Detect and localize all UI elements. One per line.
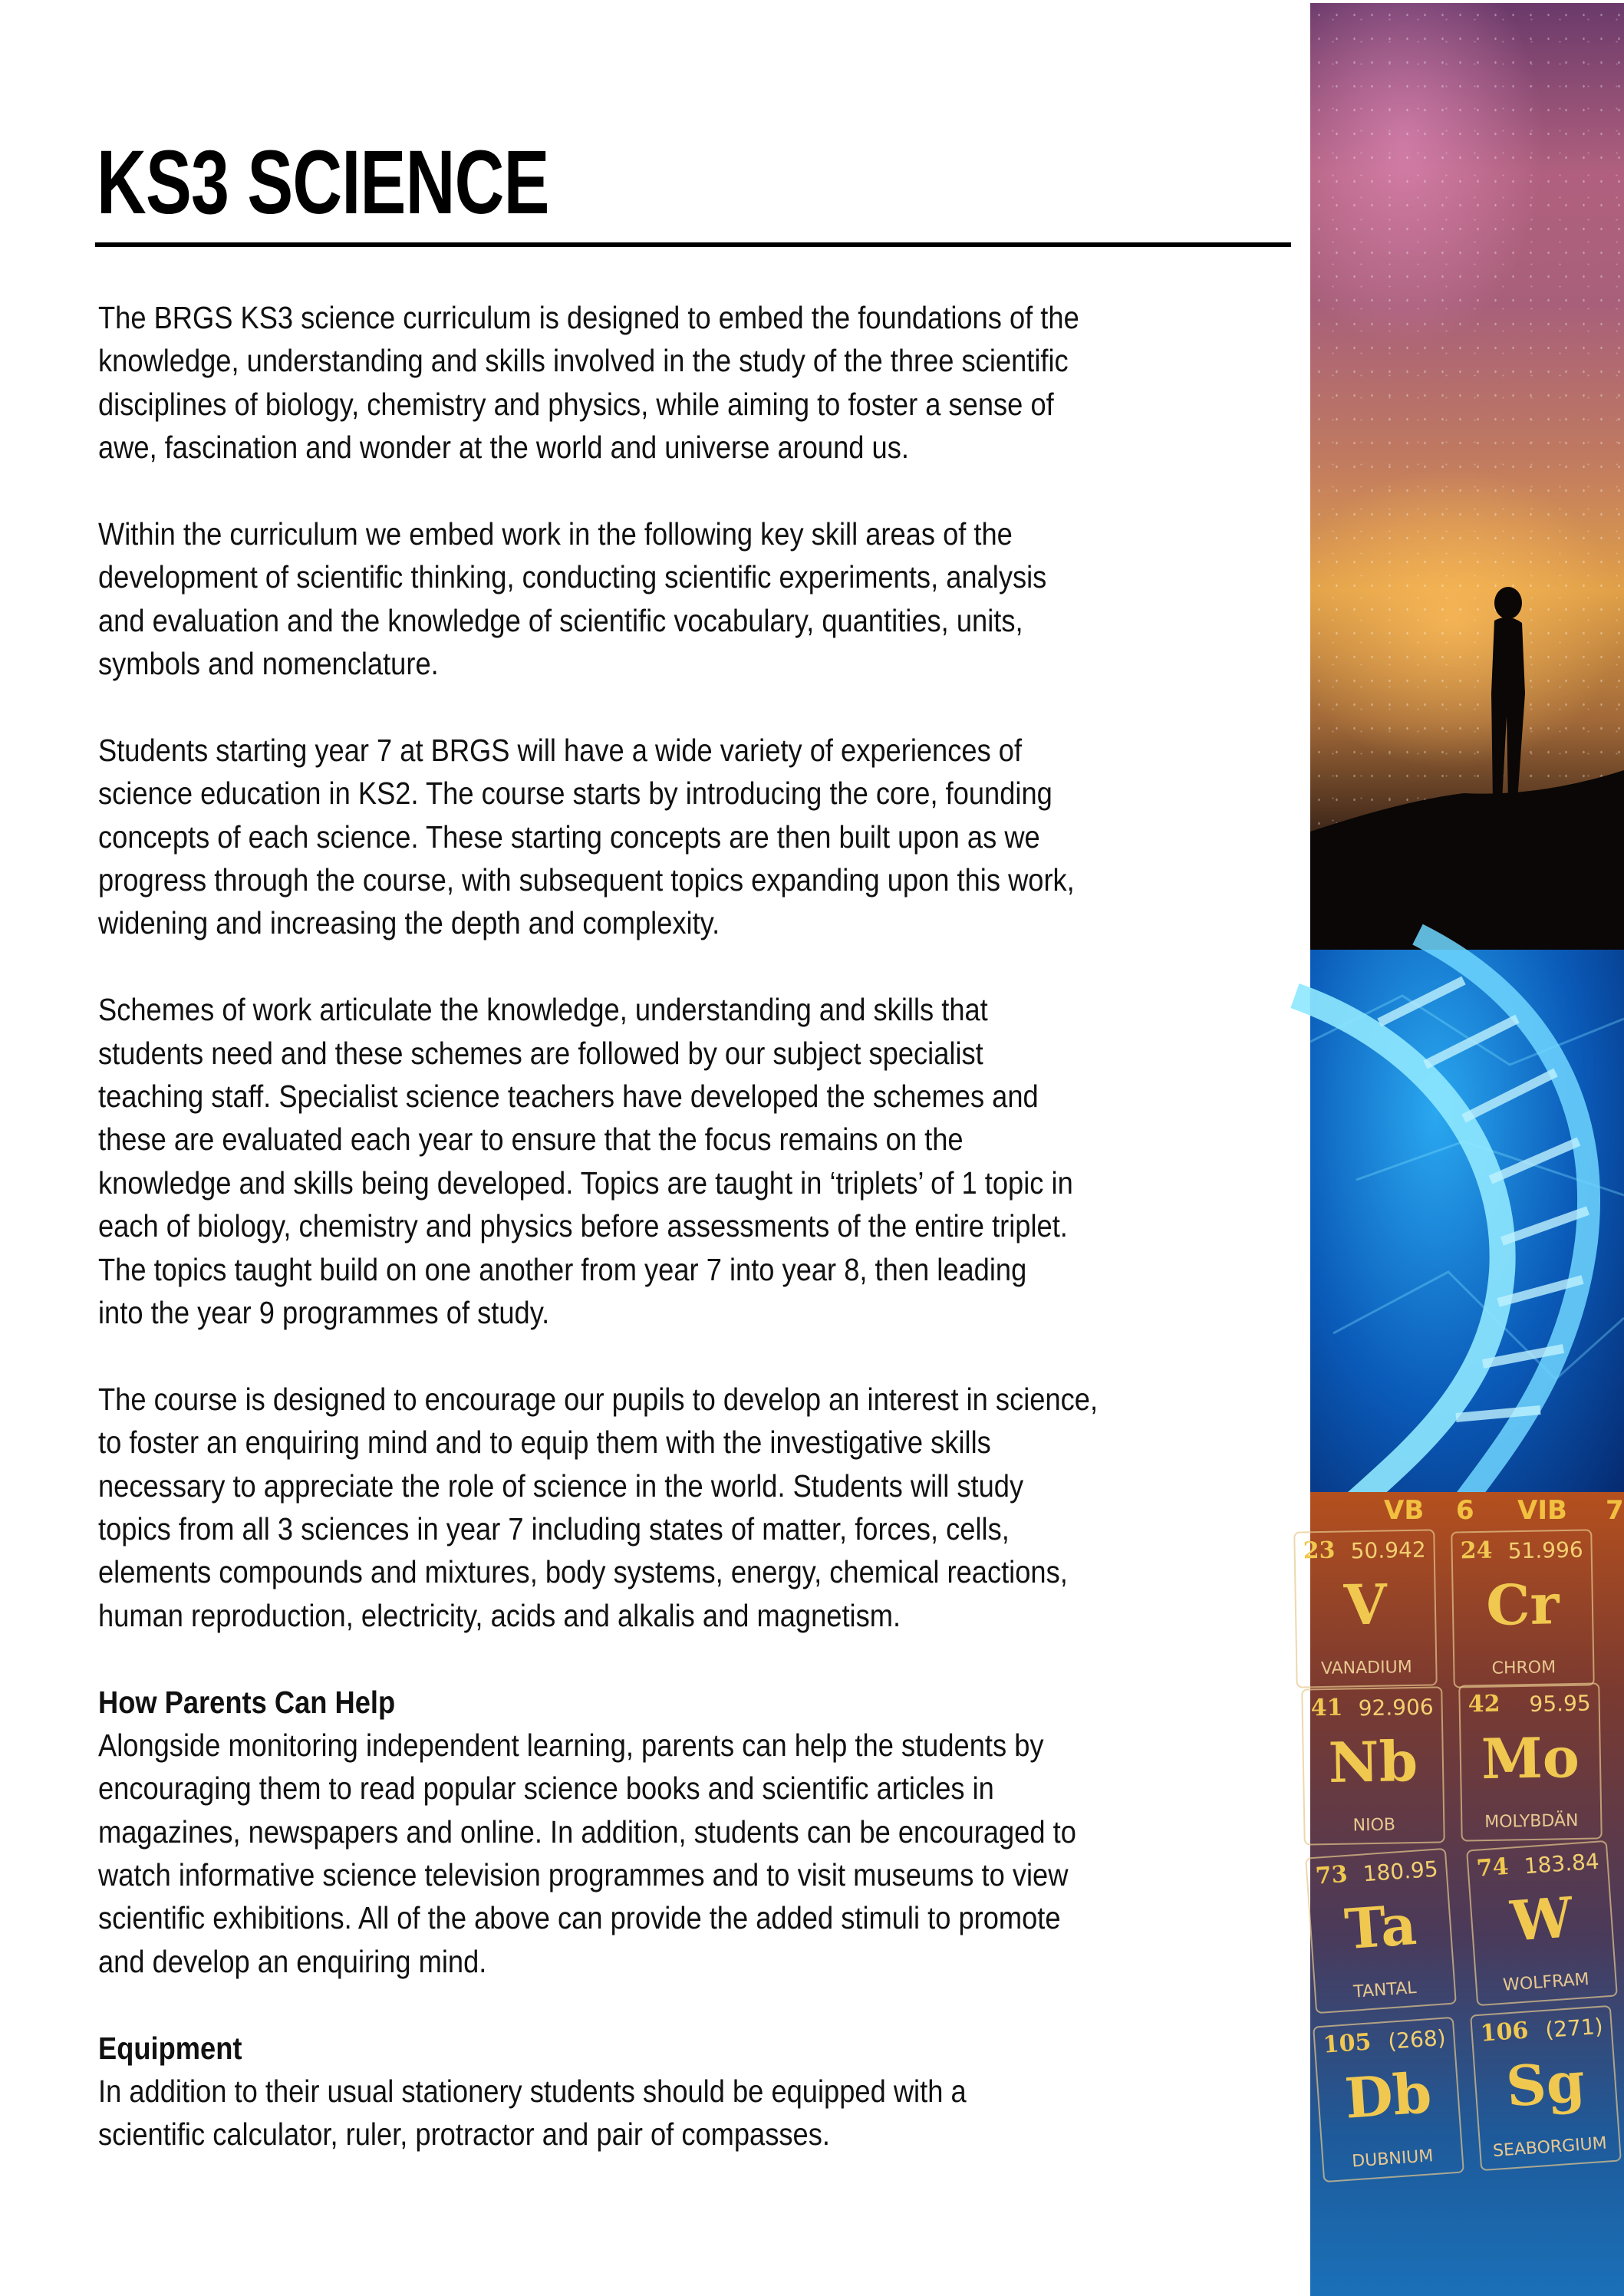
element-num: 42 (1468, 1690, 1500, 1718)
periodic-table-image (1303, 1492, 1624, 2296)
element-name: NIOB (1352, 1815, 1396, 1836)
text-line: teaching staff. Specialist science teachers have developed the schemes and (98, 1079, 1039, 1115)
element-mass: 50.942 (1350, 1537, 1426, 1564)
element-mass: 51.996 (1507, 1537, 1583, 1564)
title-divider (95, 242, 1291, 247)
text-line: knowledge, understanding and skills involved in the study of the three scientific (98, 343, 1069, 379)
text-line: and evaluation and the knowledge of scientific vocabulary, quantities, units, (98, 602, 1023, 638)
element-num: 106 (1479, 2017, 1530, 2047)
person-silhouette (1491, 587, 1525, 801)
element-mass: 183.84 (1523, 1848, 1600, 1879)
text-line: Students starting year 7 at BRGS will have a wide variety of experiences of (98, 732, 1023, 768)
element-cell (1458, 1682, 1603, 1841)
text-line: disciplines of biology, chemistry and physics, while aiming to foster a sense of (98, 386, 1054, 422)
text-line: concepts of each science. These starting concepts are then built upon as we (98, 819, 1040, 855)
text-line: Within the curriculum we embed work in the following key skill areas of the (98, 516, 1013, 552)
element-num: 73 (1314, 1860, 1349, 1890)
element-name: DUBNIUM (1351, 2146, 1435, 2172)
text-line: to foster an enquiring mind and to equip them with the investigative skills (98, 1425, 991, 1461)
group-label: 7 (1606, 1495, 1624, 1526)
text-line: The course is designed to encourage our pupils to develop an interest in science, (98, 1381, 1099, 1417)
element-sym: Ta (1342, 1891, 1419, 1962)
element-cell (1301, 1686, 1445, 1845)
text-line: progress through the course, with subsequent topics expanding upon this work, (98, 862, 1075, 898)
element-sym: Mo (1481, 1724, 1580, 1792)
text-line: students need and these schemes are followed by our subject specialist (98, 1035, 983, 1071)
element-cell (1470, 2005, 1622, 2171)
text-line: symbols and nomenclature. (98, 646, 439, 682)
element-name: VANADIUM (1320, 1657, 1412, 1679)
element-cell (1466, 1840, 1618, 2006)
body-text (98, 296, 1402, 2156)
element-num: 105 (1322, 2028, 1372, 2059)
text-line: elements compounds and mixtures, body systems, energy, chemical reactions, (98, 1554, 1068, 1590)
text-line: into the year 9 programmes of study. (98, 1294, 550, 1330)
text-line: and develop an enquiring mind. (98, 1943, 487, 1979)
text-line: these are evaluated each year to ensure that the focus remains on the (98, 1122, 964, 1158)
text-line: In addition to their usual stationery students should be equipped with a (98, 2074, 967, 2110)
group-label: 6 (1456, 1495, 1474, 1526)
element-num: 24 (1460, 1537, 1493, 1565)
text-line: watch informative science television programmes and to visit museums to view (98, 1857, 1069, 1893)
element-name: SEABORGIUM (1492, 2133, 1608, 2161)
group-label: VB (1384, 1495, 1425, 1526)
text-line: encouraging them to read popular science books and scientific articles in (98, 1771, 994, 1807)
element-sym: Nb (1328, 1728, 1418, 1796)
text-line: The BRGS KS3 science curriculum is designed to embed the foundations of the (98, 300, 1079, 335)
text-line: magazines, newspapers and online. In addition, students can be encouraged to (98, 1813, 1076, 1850)
element-sym: Sg (1504, 2048, 1587, 2120)
element-mass: (268) (1387, 2024, 1447, 2054)
image-column (1303, 0, 1624, 2296)
dna-helix-image (1310, 950, 1624, 1492)
text-line: awe, fascination and wonder at the world and universe around us. (98, 430, 909, 466)
element-cell (1313, 2017, 1464, 2182)
element-cell (1305, 1848, 1457, 2014)
element-mass: (271) (1544, 2013, 1604, 2043)
hill-silhouette (1310, 770, 1624, 950)
element-sym: Db (1342, 2060, 1434, 2131)
text-line: knowledge and skills being developed. Topics are taught in ‘triplets’ of 1 topic in (98, 1164, 1073, 1201)
element-name: MOLYBDÄN (1484, 1810, 1579, 1833)
text-line: human reproduction, electricity, acids and alkalis and magnetism. (98, 1597, 901, 1633)
group-label: VIB (1517, 1495, 1567, 1526)
text-line: topics from all 3 sciences in year 7 including states of matter, forces, cells, (98, 1510, 1010, 1547)
element-num: 74 (1475, 1853, 1510, 1883)
element-cell (1451, 1529, 1595, 1688)
text-line: scientific calculator, ruler, protractor and pair of compasses. (98, 2116, 830, 2153)
element-sym: Cr (1485, 1571, 1560, 1638)
text-line: scientific exhibitions. All of the above can provide the added stimuli to promote (98, 1900, 1061, 1936)
text-line: widening and increasing the depth and complexity. (98, 905, 720, 941)
text-line: necessary to appreciate the role of science in the world. Students will study (98, 1468, 1024, 1504)
night-sky-image (1310, 3, 1624, 950)
text-line: development of scientific thinking, conducting scientific experiments, analysis (98, 559, 1047, 595)
text-line: The topics taught build on one another from year 7 into year 8, then leading (98, 1251, 1027, 1287)
element-mass: 180.95 (1362, 1856, 1439, 1887)
element-num: 41 (1310, 1694, 1343, 1722)
element-name: WOLFRAM (1502, 1969, 1590, 1995)
page-title: KS3 SCIENCE (97, 132, 549, 233)
section-heading: Equipment (98, 2030, 242, 2066)
element-mass: 92.906 (1358, 1694, 1434, 1721)
text-line: Schemes of work articulate the knowledge, understanding and skills that (98, 992, 988, 1028)
element-sym: V (1343, 1571, 1388, 1638)
element-name: CHROM (1491, 1658, 1556, 1678)
text-line: each of biology, chemistry and physics before assessments of the entire triplet. (98, 1208, 1068, 1244)
element-sym: W (1508, 1884, 1575, 1954)
text-line: science education in KS2. The course starts by introducing the core, founding (98, 776, 1052, 812)
element-mass: 95.95 (1529, 1690, 1591, 1718)
text-line: Alongside monitoring independent learning, parents can help the students by (98, 1727, 1044, 1763)
section-heading: How Parents Can Help (98, 1684, 396, 1720)
element-num: 23 (1303, 1537, 1336, 1565)
element-name: TANTAL (1352, 1978, 1418, 2002)
element-cell (1293, 1529, 1438, 1688)
